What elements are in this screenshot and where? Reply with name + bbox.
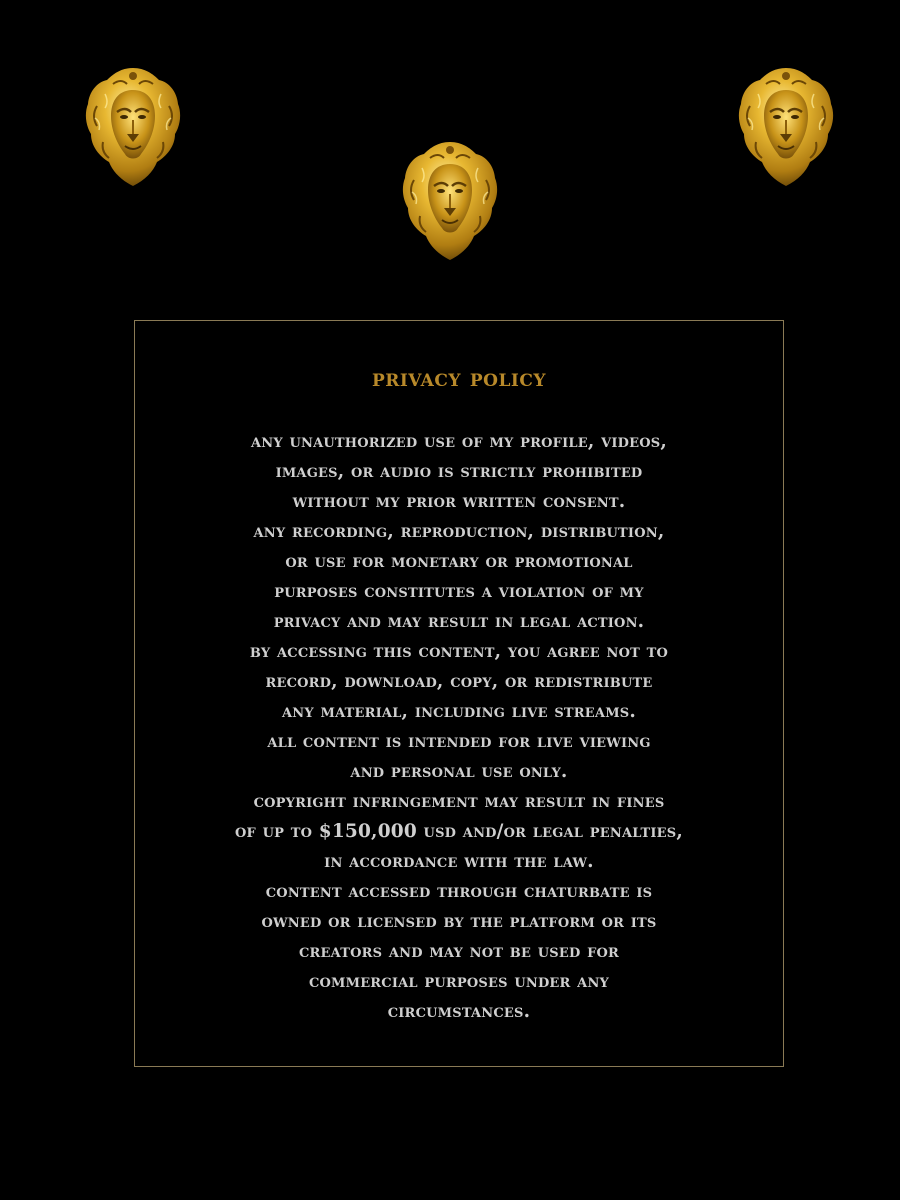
policy-line: of up to $150,000 usd and/or legal penalties, (234, 821, 684, 842)
policy-line: all content is intended for live viewing (267, 731, 651, 752)
lion-head-icon (736, 64, 836, 188)
policy-line: circumstances. (387, 1001, 531, 1022)
policy-line: commercial purposes under any (308, 971, 610, 992)
policy-line: any unauthorized use of my profile, videos, (250, 431, 668, 452)
policy-line: images, or audio is strictly prohibited (275, 461, 643, 482)
policy-line: privacy and may result in legal action. (273, 611, 645, 632)
policy-line: any material, including live streams. (281, 701, 637, 722)
policy-line: content accessed through chaturbate is (265, 881, 653, 902)
policy-body (157, 427, 761, 1027)
policy-title: privacy policy (371, 363, 547, 392)
policy-line: by accessing this content, you agree not to (249, 641, 669, 662)
policy-line: in accordance with the law. (324, 851, 594, 872)
policy-line: purposes constitutes a violation of my (274, 581, 644, 602)
policy-line: any recording, reproduction, distribution, (253, 521, 665, 542)
policy-line: and personal use only. (350, 761, 568, 782)
lion-head-icon (400, 138, 500, 262)
policy-line: creators and may not be used for (298, 941, 620, 962)
policy-line: record, download, copy, or redistribute (265, 671, 653, 692)
policy-line: or use for monetary or promotional (285, 551, 633, 572)
privacy-policy-panel (134, 320, 784, 1067)
policy-line: owned or licensed by the platform or its (261, 911, 657, 932)
lion-head-icon (83, 64, 183, 188)
policy-line: copyright infringement may result in fines (253, 791, 665, 812)
policy-line: without my prior written consent. (292, 491, 626, 512)
